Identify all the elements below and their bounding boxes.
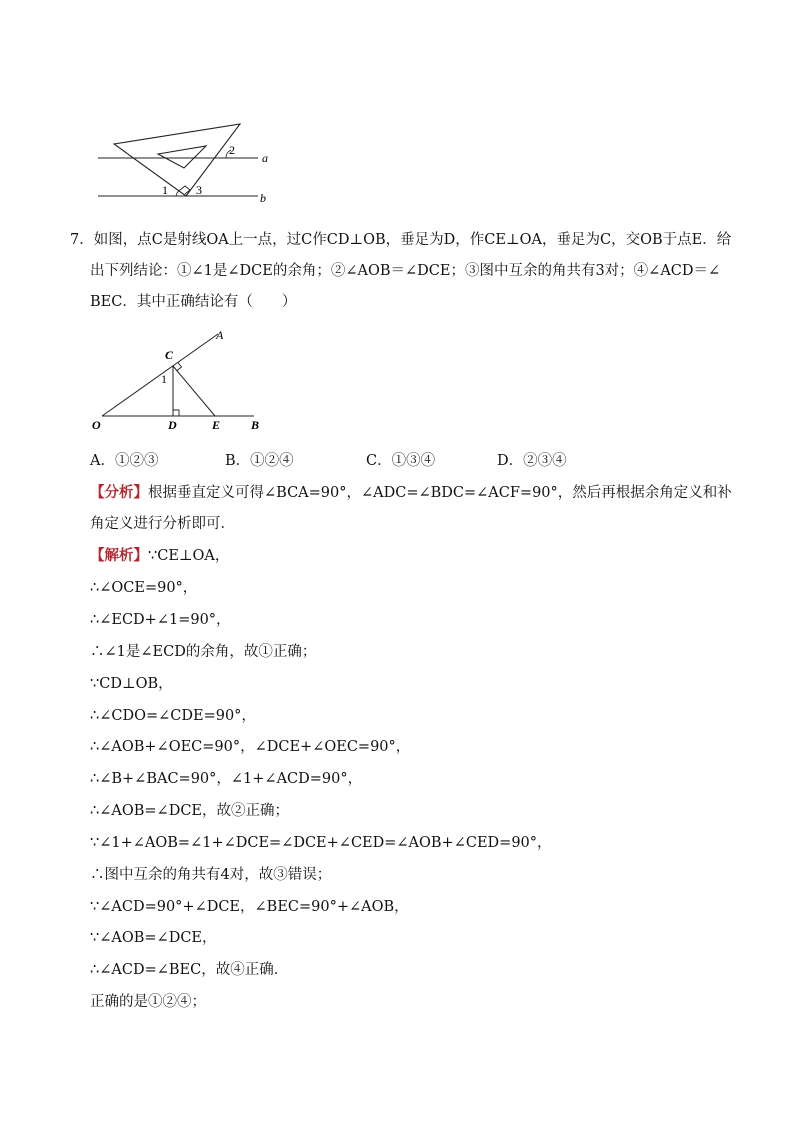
analysis-line-1 xyxy=(90,483,732,503)
question-line-1 xyxy=(70,230,731,250)
option-c-letter: C． xyxy=(366,453,392,469)
solution-line-5: ∴∠CDO=∠CDE=90°， xyxy=(90,708,256,724)
label-b: b xyxy=(260,191,266,205)
solution-line-7: ∴∠B+∠BAC=90°，∠1+∠ACD=90°， xyxy=(90,771,363,787)
option-c-text: ①③④ xyxy=(391,453,436,469)
figure-parallel-lines-triangle xyxy=(90,118,290,210)
option-a[interactable] xyxy=(90,451,158,471)
figure-ray-perpendicular xyxy=(88,326,278,434)
solution-text-0: ∵CE⊥OA， xyxy=(148,548,230,564)
solution-line-2: ∴∠ECD+∠1=90°， xyxy=(90,612,231,628)
label-C: C xyxy=(165,348,174,362)
label-B: B xyxy=(251,418,260,432)
question-number: 7． xyxy=(70,232,94,248)
solution-line-1: ∴∠OCE=90°， xyxy=(90,580,198,596)
label-1: 1 xyxy=(161,372,167,386)
option-d-letter: D． xyxy=(497,453,524,469)
option-b-text: ①②④ xyxy=(250,453,294,469)
label-O: O xyxy=(92,418,101,432)
solution-line-11: ∵∠ACD=90°+∠DCE，∠BEC=90°+∠AOB， xyxy=(90,899,409,915)
question-text-1: 如图，点C是射线OA上一点，过C作CD⊥OB，垂足为D，作CE⊥OA，垂足为C，交OB于点E．给 xyxy=(93,232,732,248)
ray-oa xyxy=(102,334,218,416)
analysis-text-1: 根据垂直定义可得∠BCA=90°，∠ADC=∠BDC=∠ACF=90°，然后再根据余角定义和补 xyxy=(148,485,732,501)
option-c[interactable] xyxy=(366,451,435,471)
solution-line-9: ∵∠1+∠AOB=∠1+∠DCE=∠DCE+∠CED=∠AOB+∠CED=90°， xyxy=(90,835,552,851)
label-1: 1 xyxy=(162,183,168,197)
label-A: A xyxy=(216,328,224,342)
solution-conclusion: 正确的是①②④； xyxy=(90,994,206,1010)
question-line-2: 出下列结论：①∠1是∠DCE的余角；②∠AOB＝∠DCE；③图中互余的角共有3对；④∠ACD＝∠ xyxy=(90,263,721,279)
label-a: a xyxy=(262,151,268,165)
solution-tag: 【解析】 xyxy=(90,547,148,564)
solution-line-4: ∵CD⊥OB， xyxy=(90,676,173,692)
right-angle-d xyxy=(173,410,179,416)
option-b[interactable] xyxy=(225,451,294,471)
option-a-letter: A． xyxy=(90,453,115,469)
segment-ce xyxy=(173,366,215,416)
analysis-line-2: 角定义进行分析即可． xyxy=(90,516,235,532)
label-E: E xyxy=(212,418,221,432)
option-d-text: ②③④ xyxy=(523,453,567,469)
option-b-letter: B． xyxy=(225,453,251,469)
option-a-text: ①②③ xyxy=(114,453,159,469)
label-3: 3 xyxy=(196,183,202,197)
option-d[interactable] xyxy=(497,451,567,471)
solution-line-12: ∵∠AOB=∠DCE， xyxy=(90,930,217,946)
question-line-3: BEC．其中正确结论有（ ） xyxy=(90,294,297,310)
analysis-tag: 【分析】 xyxy=(90,484,148,501)
solution-line-3: ∴∠1是∠ECD的余角，故①正确； xyxy=(90,644,317,660)
solution-line-13: ∴∠ACD=∠BEC，故④正确． xyxy=(90,962,289,978)
right-angle-c xyxy=(177,363,182,371)
solution-line-6: ∴∠AOB+∠OEC=90°，∠DCE+∠OEC=90°， xyxy=(90,739,411,755)
label-2: 2 xyxy=(229,143,235,157)
label-D: D xyxy=(168,418,177,432)
inner-triangle xyxy=(158,146,206,168)
outer-triangle xyxy=(114,124,240,196)
solution-line-10: ∴图中互余的角共有4对，故③错误； xyxy=(90,867,332,883)
solution-line-8: ∴∠AOB=∠DCE，故②正确； xyxy=(90,803,289,819)
solution-line-0 xyxy=(90,546,229,566)
